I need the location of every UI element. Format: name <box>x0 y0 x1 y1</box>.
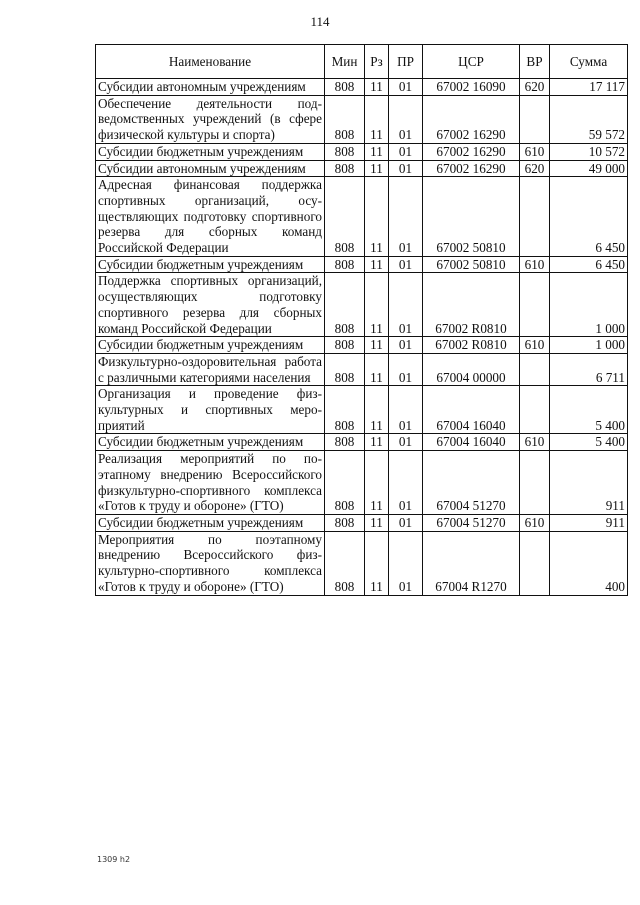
row-csr: 67004 51270 <box>423 514 520 531</box>
row-pr: 01 <box>389 256 423 273</box>
row-rz: 11 <box>365 95 389 143</box>
row-name: Субсидии бюджетным учреждениям <box>96 514 325 531</box>
row-csr: 67002 16290 <box>423 143 520 160</box>
column-header-sum: Сумма <box>550 45 628 79</box>
row-pr: 01 <box>389 386 423 434</box>
column-header-min: Мин <box>325 45 365 79</box>
row-name: Субсидии бюджетным учреждениям <box>96 337 325 354</box>
row-vr <box>520 95 550 143</box>
row-name: Организация и проведение физкультурных и спортивных мероприятий <box>96 386 325 434</box>
row-sum: 5 400 <box>550 434 628 451</box>
row-pr: 01 <box>389 531 423 595</box>
row-csr: 67002 16090 <box>423 79 520 96</box>
row-vr <box>520 177 550 257</box>
row-sum: 6 711 <box>550 353 628 385</box>
row-min: 808 <box>325 160 365 177</box>
table-row <box>96 273 628 337</box>
row-sum: 59 572 <box>550 95 628 143</box>
row-rz: 11 <box>365 337 389 354</box>
row-min: 808 <box>325 95 365 143</box>
row-csr: 67002 50810 <box>423 256 520 273</box>
row-name: Субсидии автономным учреждениям <box>96 79 325 96</box>
row-rz: 11 <box>365 514 389 531</box>
row-vr: 610 <box>520 143 550 160</box>
row-min: 808 <box>325 177 365 257</box>
row-csr: 67004 00000 <box>423 353 520 385</box>
footer-code: 1309 h2 <box>97 855 131 864</box>
row-name: Мероприятия по поэтапному внедрению Всероссийского физкультурно-спортивного комплекса «Готов к труду и обороне» (ГТО) <box>96 531 325 595</box>
row-sum: 911 <box>550 451 628 515</box>
row-pr: 01 <box>389 177 423 257</box>
row-vr: 620 <box>520 79 550 96</box>
table-header-row <box>96 45 628 79</box>
row-vr <box>520 531 550 595</box>
row-pr: 01 <box>389 79 423 96</box>
row-rz: 11 <box>365 79 389 96</box>
row-min: 808 <box>325 531 365 595</box>
row-pr: 01 <box>389 95 423 143</box>
row-sum: 49 000 <box>550 160 628 177</box>
row-pr: 01 <box>389 143 423 160</box>
column-header-rz: Рз <box>365 45 389 79</box>
table-row <box>96 337 628 354</box>
row-csr: 67004 16040 <box>423 434 520 451</box>
page-number: 114 <box>310 14 330 29</box>
row-pr: 01 <box>389 353 423 385</box>
row-csr: 67004 51270 <box>423 451 520 515</box>
row-min: 808 <box>325 143 365 160</box>
table-row <box>96 451 628 515</box>
row-min: 808 <box>325 79 365 96</box>
table-row <box>96 79 628 96</box>
row-pr: 01 <box>389 160 423 177</box>
row-sum: 911 <box>550 514 628 531</box>
row-rz: 11 <box>365 451 389 515</box>
column-header-pr: ПР <box>389 45 423 79</box>
row-sum: 5 400 <box>550 386 628 434</box>
row-sum: 400 <box>550 531 628 595</box>
row-min: 808 <box>325 434 365 451</box>
row-vr: 610 <box>520 337 550 354</box>
table-row <box>96 514 628 531</box>
table-row <box>96 256 628 273</box>
row-sum: 10 572 <box>550 143 628 160</box>
row-csr: 67002 R0810 <box>423 273 520 337</box>
row-pr: 01 <box>389 514 423 531</box>
row-rz: 11 <box>365 386 389 434</box>
row-sum: 17 117 <box>550 79 628 96</box>
row-vr <box>520 386 550 434</box>
row-rz: 11 <box>365 177 389 257</box>
row-min: 808 <box>325 337 365 354</box>
row-pr: 01 <box>389 337 423 354</box>
row-csr: 67004 16040 <box>423 386 520 434</box>
row-vr: 610 <box>520 256 550 273</box>
row-min: 808 <box>325 514 365 531</box>
column-header-csr: ЦСР <box>423 45 520 79</box>
column-header-name: Наименование <box>96 45 325 79</box>
table-row <box>96 160 628 177</box>
row-vr: 610 <box>520 514 550 531</box>
row-name: Адресная финансовая поддержка спортивных организаций, осуществляющих подготовку спортивного резерва для сборных команд Российской Федерации <box>96 177 325 257</box>
table-row <box>96 386 628 434</box>
table-row <box>96 95 628 143</box>
row-name: Субсидии автономным учреждениям <box>96 160 325 177</box>
row-vr: 620 <box>520 160 550 177</box>
row-rz: 11 <box>365 160 389 177</box>
row-rz: 11 <box>365 434 389 451</box>
row-min: 808 <box>325 256 365 273</box>
row-sum: 6 450 <box>550 177 628 257</box>
row-name: Субсидии бюджетным учреждениям <box>96 256 325 273</box>
row-rz: 11 <box>365 143 389 160</box>
row-name: Физкультурно-оздоровительная работа с различными категориями населения <box>96 353 325 385</box>
row-pr: 01 <box>389 434 423 451</box>
row-sum: 1 000 <box>550 337 628 354</box>
row-vr <box>520 451 550 515</box>
row-csr: 67002 50810 <box>423 177 520 257</box>
row-min: 808 <box>325 353 365 385</box>
row-name: Поддержка спортивных организаций, осуществляющих подготовку спортивного резерва для сборных команд Российской Федерации <box>96 273 325 337</box>
table-row <box>96 177 628 257</box>
column-header-vr: ВР <box>520 45 550 79</box>
row-pr: 01 <box>389 451 423 515</box>
table-row <box>96 434 628 451</box>
row-pr: 01 <box>389 273 423 337</box>
row-csr: 67002 16290 <box>423 95 520 143</box>
row-min: 808 <box>325 451 365 515</box>
row-rz: 11 <box>365 256 389 273</box>
table-row <box>96 531 628 595</box>
row-name: Субсидии бюджетным учреждениям <box>96 434 325 451</box>
row-name: Реализация мероприятий по поэтапному внедрению Всероссийского физкультурно-спортивного комплекса «Готов к труду и обороне» (ГТО) <box>96 451 325 515</box>
row-min: 808 <box>325 273 365 337</box>
table-row <box>96 353 628 385</box>
row-vr: 610 <box>520 434 550 451</box>
row-min: 808 <box>325 386 365 434</box>
row-name: Обеспечение деятельности подведомственных учреждений (в сфере физической культуры и спорта) <box>96 95 325 143</box>
row-csr: 67002 R0810 <box>423 337 520 354</box>
row-rz: 11 <box>365 273 389 337</box>
budget-table <box>95 44 628 596</box>
row-name: Субсидии бюджетным учреждениям <box>96 143 325 160</box>
row-csr: 67002 16290 <box>423 160 520 177</box>
row-vr <box>520 273 550 337</box>
row-csr: 67004 R1270 <box>423 531 520 595</box>
table-row <box>96 143 628 160</box>
row-vr <box>520 353 550 385</box>
row-rz: 11 <box>365 531 389 595</box>
row-sum: 1 000 <box>550 273 628 337</box>
row-sum: 6 450 <box>550 256 628 273</box>
row-rz: 11 <box>365 353 389 385</box>
